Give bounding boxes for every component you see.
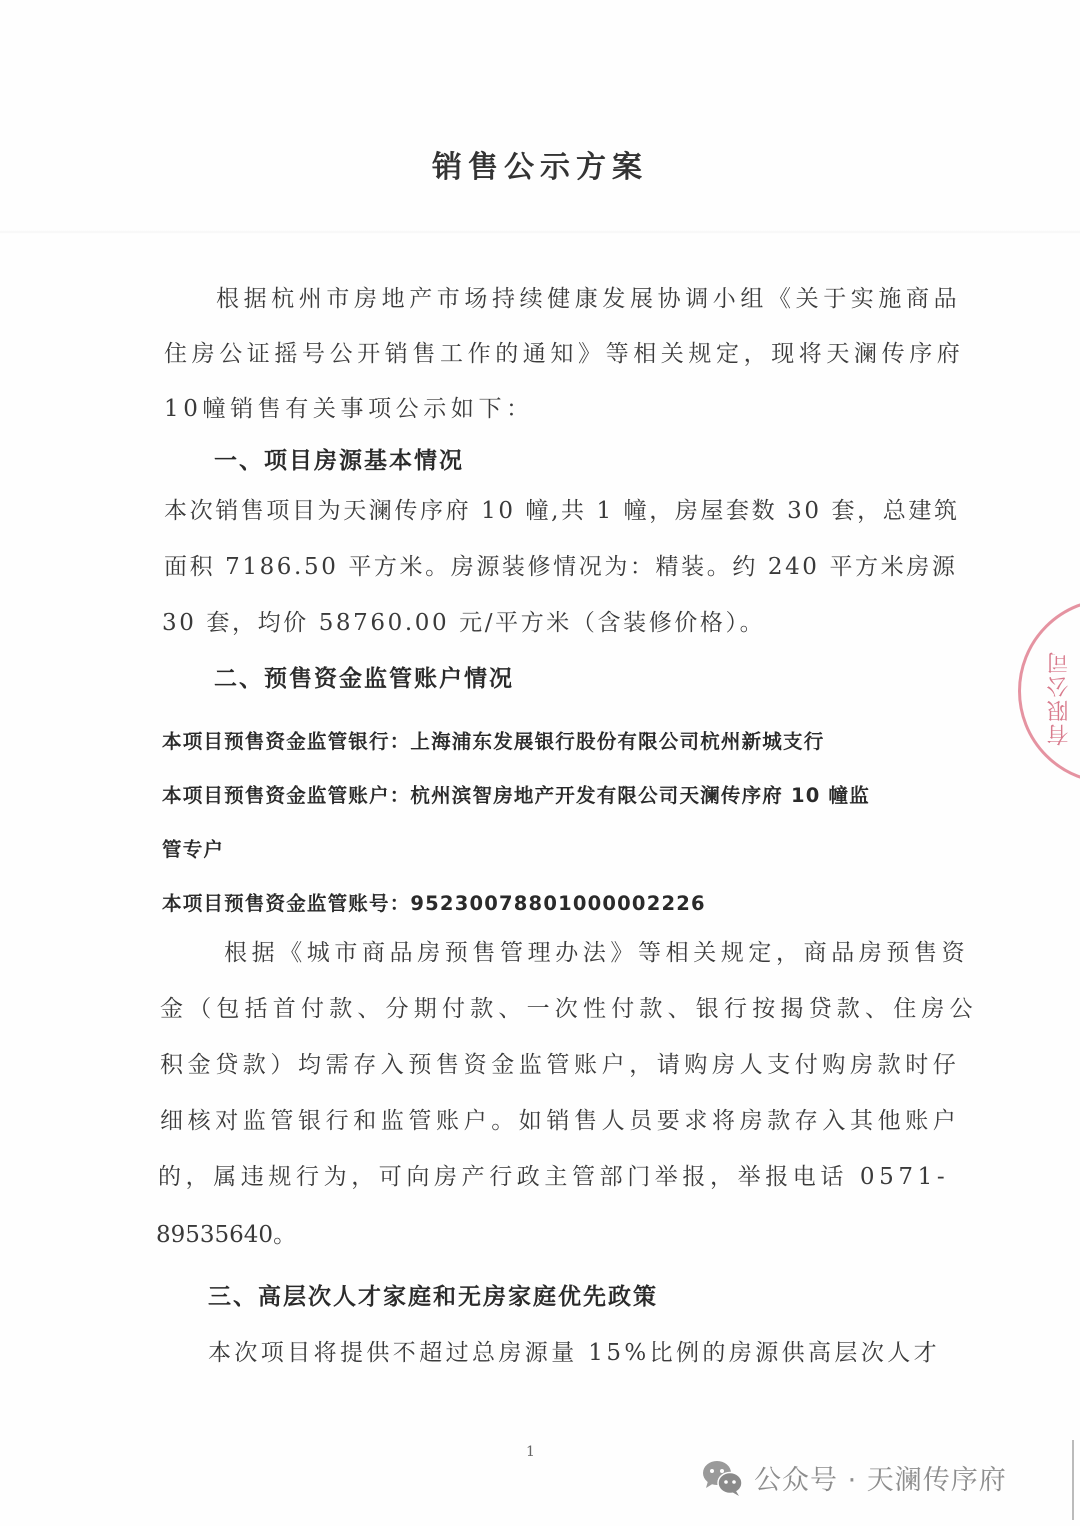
page-number: 1 [526, 1444, 535, 1460]
intro-line-3: 10幢销售有关事项公示如下： [164, 396, 534, 422]
section-1-line-2: 面积 7186.50 平方米。房源装修情况为：精装。约 240 平方米房源 [164, 554, 958, 580]
supervision-account-line-2: 管专户 [162, 838, 225, 861]
section-3-heading: 三、高层次人才家庭和无房家庭优先政策 [208, 1284, 658, 1310]
scan-artifact-line [0, 230, 1080, 234]
section-1-heading: 一、项目房源基本情况 [214, 448, 464, 474]
page-edge [1072, 1440, 1074, 1520]
supervision-account-number: 本项目预售资金监管账号：95230078801000002226 [162, 892, 706, 915]
intro-line-2: 住房公证摇号公开销售工作的通知》等相关规定，现将天澜传序府 [164, 341, 965, 367]
section-2-paragraph-line-6: 89535640。 [156, 1222, 297, 1248]
section-1-line-1: 本次销售项目为天澜传序府 10 幢,共 1 幢，房屋套数 30 套，总建筑 [164, 498, 960, 524]
page-title: 销售公示方案 [432, 150, 648, 185]
supervision-bank: 本项目预售资金监管银行：上海浦东发展银行股份有限公司杭州新城支行 [162, 730, 825, 753]
section-2-heading: 二、预售资金监管账户情况 [214, 666, 514, 692]
supervision-account-line-1: 本项目预售资金监管账户：杭州滨智房地产开发有限公司天澜传序府 10 幢监 [162, 784, 870, 807]
watermark-text: 公众号 · 天澜传序府 [754, 1465, 1007, 1496]
wechat-icon [702, 1459, 744, 1497]
section-2-paragraph-line-2: 金（包括首付款、分期付款、一次性付款、银行按揭贷款、住房公 [160, 996, 978, 1022]
section-3-line-1: 本次项目将提供不超过总房源量 15%比例的房源供高层次人才 [208, 1340, 941, 1366]
section-2-paragraph-line-5: 的，属违规行为，可向房产行政主管部门举报，举报电话 0571- [158, 1164, 950, 1190]
company-seal-text: 有限公司 [1047, 650, 1072, 746]
intro-line-1: 根据杭州市房地产市场持续健康发展协调小组《关于实施商品 [216, 286, 962, 312]
section-2-paragraph-line-4: 细核对监管银行和监管账户。如销售人员要求将房款存入其他账户 [160, 1108, 961, 1134]
wechat-watermark [702, 1458, 1007, 1497]
section-1-line-3: 30 套，均价 58760.00 元/平方米（含装修价格）。 [162, 610, 766, 636]
section-2-paragraph-line-1: 根据《城市商品房预售管理办法》等相关规定，商品房预售资 [224, 940, 970, 966]
section-2-paragraph-line-3: 积金贷款）均需存入预售资金监管账户，请购房人支付购房款时仔 [160, 1052, 961, 1078]
